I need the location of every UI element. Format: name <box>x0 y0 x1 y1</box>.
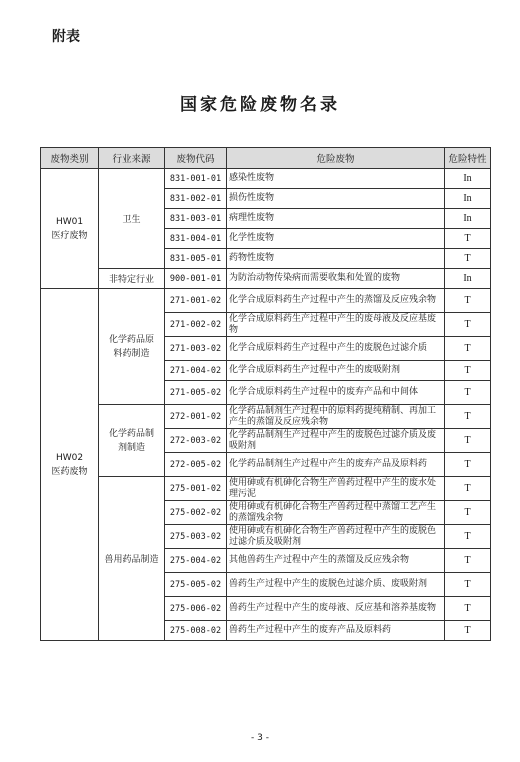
source-line: 剂制造 <box>117 442 145 453</box>
category-cell-hw02 <box>41 289 99 641</box>
waste-characteristic: T <box>445 381 491 405</box>
header-code: 废物代码 <box>165 148 227 169</box>
source-cell-veterinary: 兽用药品制造 <box>99 477 165 641</box>
waste-code: 271-002-02 <box>165 313 227 337</box>
waste-code: 272-003-02 <box>165 429 227 453</box>
waste-characteristic: T <box>445 597 491 621</box>
header-source: 行业来源 <box>99 148 165 169</box>
page-title: 国家危险废物名录 <box>180 95 340 115</box>
category-name: 医药废物 <box>51 466 88 477</box>
waste-description: 化学合成原料药生产过程中产生的废吸附剂 <box>227 361 445 381</box>
waste-characteristic: T <box>445 573 491 597</box>
waste-characteristic: T <box>445 621 491 641</box>
waste-code: 831-001-01 <box>165 169 227 189</box>
waste-description: 为防治动物传染病而需要收集和处置的废物 <box>227 269 445 289</box>
waste-description: 化学合成原料药生产过程中的废弃产品和中间体 <box>227 381 445 405</box>
waste-characteristic: In <box>445 169 491 189</box>
header-category: 废物类别 <box>41 148 99 169</box>
waste-characteristic: T <box>445 337 491 361</box>
waste-description: 感染性废物 <box>227 169 445 189</box>
waste-characteristic: T <box>445 453 491 477</box>
waste-code: 900-001-01 <box>165 269 227 289</box>
waste-code: 271-001-02 <box>165 289 227 313</box>
source-cell-nonspecific: 非特定行业 <box>99 269 165 289</box>
header-waste: 危险废物 <box>227 148 445 169</box>
waste-code: 831-003-01 <box>165 209 227 229</box>
appendix-label: 附表 <box>52 29 80 45</box>
waste-code: 272-005-02 <box>165 453 227 477</box>
waste-description: 兽药生产过程中产生的废脱色过滤介质、废吸附剂 <box>227 573 445 597</box>
waste-description: 使用砷或有机砷化合物生产兽药过程中蒸馏工艺产生的蒸馏残余物 <box>227 501 445 525</box>
source-cell-preparation <box>99 405 165 477</box>
page-number: - 3 - <box>251 733 269 743</box>
waste-characteristic: T <box>445 501 491 525</box>
source-cell-api <box>99 289 165 405</box>
waste-code: 275-002-02 <box>165 501 227 525</box>
waste-description: 损伤性废物 <box>227 189 445 209</box>
table-row <box>41 169 491 189</box>
waste-description: 兽药生产过程中产生的废弃产品及原料药 <box>227 621 445 641</box>
waste-characteristic: T <box>445 477 491 501</box>
category-name: 医疗废物 <box>51 230 88 241</box>
waste-description: 使用砷或有机砷化合物生产兽药过程中产生的废水处理污泥 <box>227 477 445 501</box>
waste-code: 271-003-02 <box>165 337 227 361</box>
header-characteristic: 危险特性 <box>445 148 491 169</box>
waste-characteristic: T <box>445 361 491 381</box>
waste-code: 275-005-02 <box>165 573 227 597</box>
waste-code: 275-001-02 <box>165 477 227 501</box>
waste-description: 化学合成原料药生产过程中产生的蒸馏及反应残余物 <box>227 289 445 313</box>
waste-characteristic: T <box>445 429 491 453</box>
table-header-row <box>41 148 491 169</box>
waste-code: 831-004-01 <box>165 229 227 249</box>
category-code: HW01 <box>55 216 84 227</box>
waste-code: 275-008-02 <box>165 621 227 641</box>
table-row <box>41 477 491 501</box>
waste-description: 化学合成原料药生产过程中产生的废脱色过滤介质 <box>227 337 445 361</box>
waste-description: 病理性废物 <box>227 209 445 229</box>
table-row <box>41 269 491 289</box>
waste-code: 275-006-02 <box>165 597 227 621</box>
waste-description: 使用砷或有机砷化合物生产兽药过程中产生的废脱色过滤介质及吸附剂 <box>227 525 445 549</box>
waste-description: 兽药生产过程中产生的废母液、反应基和溶养基废物 <box>227 597 445 621</box>
waste-characteristic: In <box>445 269 491 289</box>
waste-characteristic: T <box>445 549 491 573</box>
waste-characteristic: T <box>445 405 491 429</box>
waste-description: 其他兽药生产过程中产生的蒸馏及反应残余物 <box>227 549 445 573</box>
waste-description: 药物性废物 <box>227 249 445 269</box>
source-line: 料药制造 <box>113 348 150 359</box>
waste-characteristic: In <box>445 209 491 229</box>
waste-description: 化学性废物 <box>227 229 445 249</box>
waste-description: 化学药品制剂生产过程中产生的废弃产品及原料药 <box>227 453 445 477</box>
category-cell-hw01 <box>41 169 99 289</box>
waste-code: 831-002-01 <box>165 189 227 209</box>
waste-characteristic: T <box>445 525 491 549</box>
waste-code: 275-004-02 <box>165 549 227 573</box>
waste-description: 化学药品制剂生产过程中的原料药提纯精制、再加工产生的蒸馏及反应残余物 <box>227 405 445 429</box>
waste-characteristic: T <box>445 249 491 269</box>
table-row <box>41 289 491 313</box>
waste-description: 化学合成原料药生产过程中产生的废母液及反应基废物 <box>227 313 445 337</box>
waste-characteristic: T <box>445 313 491 337</box>
waste-code: 271-004-02 <box>165 361 227 381</box>
waste-description: 化学药品制剂生产过程中产生的废脱色过滤介质及废吸附剂 <box>227 429 445 453</box>
waste-code: 271-005-02 <box>165 381 227 405</box>
waste-characteristic: T <box>445 289 491 313</box>
source-line: 化学药品制 <box>108 428 154 439</box>
waste-code: 275-003-02 <box>165 525 227 549</box>
hazardous-waste-table <box>40 147 491 641</box>
waste-code: 831-005-01 <box>165 249 227 269</box>
source-cell-health: 卫生 <box>99 169 165 269</box>
source-line: 化学药品原 <box>108 334 154 345</box>
waste-characteristic: T <box>445 229 491 249</box>
waste-characteristic: In <box>445 189 491 209</box>
waste-code: 272-001-02 <box>165 405 227 429</box>
table-row <box>41 405 491 429</box>
category-code: HW02 <box>55 452 84 463</box>
